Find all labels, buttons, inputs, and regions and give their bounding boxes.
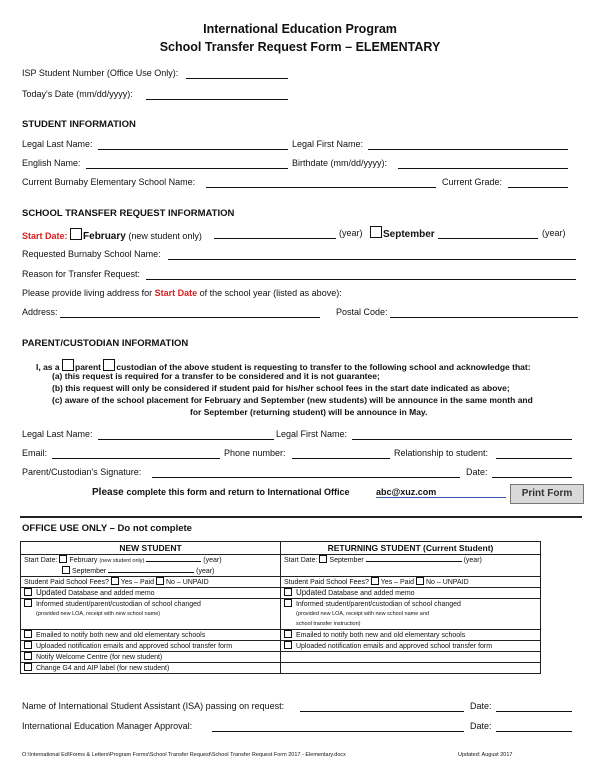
new-informed-cell — [21, 599, 281, 630]
parent-last-name-label: Legal Last Name: — [22, 429, 93, 439]
new-informed-sub: (provided new LOA, receipt with new school name) — [36, 611, 161, 617]
isp-number-field[interactable] — [186, 78, 288, 79]
isa-field[interactable] — [300, 711, 464, 712]
custodian-text: custodian of the above student is requesting to transfer to the following school and acknowledge that: — [116, 362, 531, 372]
office-sep-year-field[interactable] — [108, 572, 194, 573]
ret-informed-sub1: (provided new LOA, receipt with new school name and — [296, 611, 429, 617]
current-school-field[interactable] — [206, 187, 436, 188]
new-start-date-cell — [21, 555, 281, 577]
address-prompt-start-date: Start Date — [154, 288, 198, 298]
ret-no-unpaid-checkbox[interactable] — [416, 577, 424, 585]
ret-yes-paid-checkbox[interactable] — [371, 577, 379, 585]
new-student-only-label: (new student only) — [128, 231, 202, 241]
ret-informed-checkbox[interactable] — [284, 599, 292, 607]
requested-school-field[interactable] — [168, 259, 576, 260]
english-name-field[interactable] — [86, 168, 288, 169]
address-prompt-text: Please provide living address for — [22, 288, 153, 298]
parent-info-heading: PARENT/CUSTODIAN INFORMATION — [22, 338, 189, 349]
new-uploaded-cell — [21, 641, 281, 652]
file-path: O:\International Ed\Forms & Letters\Program Forms\School Transfer Request\School Transfer Request Form 2017 - Elementary.docx — [22, 752, 346, 758]
i-as-a-text: I, as a — [36, 362, 60, 372]
please-text: Please — [92, 487, 124, 498]
relationship-field[interactable] — [496, 458, 572, 459]
office-sep-checkbox[interactable] — [62, 566, 70, 574]
ret-informed-label: Informed student/parent/custodian of school changed — [295, 601, 461, 608]
address-prompt — [22, 288, 342, 298]
signature-label: Parent/Custodian's Signature: — [22, 467, 142, 477]
address-label: Address: — [22, 307, 58, 317]
new-start-label: Start Date: — [24, 557, 58, 564]
postal-code-field[interactable] — [390, 317, 578, 318]
february-year-field[interactable] — [214, 238, 336, 239]
new-no-unpaid-checkbox[interactable] — [156, 577, 164, 585]
email-label: Email: — [22, 448, 48, 458]
email-field[interactable] — [52, 458, 220, 459]
parent-date-field[interactable] — [492, 477, 572, 478]
february-label: February — [83, 231, 126, 242]
new-emailed-cell — [21, 630, 281, 641]
instruction-text: complete this form and return to International Office — [126, 487, 350, 497]
parent-first-name-field[interactable] — [352, 439, 572, 440]
office-use-table — [20, 541, 541, 674]
student-last-name-field[interactable] — [98, 149, 288, 150]
new-updated-cell — [21, 588, 281, 599]
parent-label: parent — [75, 362, 101, 372]
september-year-label: (year) — [542, 228, 566, 238]
parent-date-label: Date: — [466, 467, 488, 477]
postal-code-label: Postal Code: — [336, 307, 388, 317]
student-first-name-label: Legal First Name: — [292, 139, 364, 149]
ret-updated-rest: Database and added memo — [328, 590, 415, 597]
office-feb-label: February — [69, 557, 98, 564]
new-no-unpaid-label: No – UNPAID — [165, 579, 209, 586]
new-welcome-label: Notify Welcome Centre (for new student) — [35, 654, 163, 661]
new-g4-checkbox[interactable] — [24, 663, 32, 671]
new-welcome-checkbox[interactable] — [24, 652, 32, 660]
february-checkbox[interactable] — [70, 228, 82, 240]
new-informed-label: Informed student/parent/custodian of school changed — [35, 601, 201, 608]
new-welcome-cell — [21, 652, 281, 663]
ret-uploaded-checkbox[interactable] — [284, 641, 292, 649]
print-form-button[interactable]: Print Form — [510, 484, 584, 504]
ret-year-label: (year) — [463, 557, 482, 564]
ret-emailed-label: Emailed to notify both new and old elementary schools — [295, 632, 466, 639]
ret-sep-checkbox[interactable] — [319, 555, 327, 563]
form-title: International Education Program — [203, 22, 397, 36]
start-date-label: Start Date: — [22, 231, 68, 241]
ret-updated-checkbox[interactable] — [284, 588, 292, 596]
returning-student-header: RETURNING STUDENT (Current Student) — [281, 542, 541, 555]
office-feb-year-label: (year) — [203, 557, 222, 564]
address-prompt-suffix: of the school year (listed as above): — [199, 288, 342, 298]
ret-updated-label: Updated — [295, 588, 327, 597]
birthdate-label: Birthdate (mm/dd/yyyy): — [292, 158, 388, 168]
new-g4-cell — [21, 663, 281, 674]
office-feb-sub: (new student only) — [99, 558, 145, 564]
new-uploaded-label: Uploaded notification emails and approved school transfer form — [35, 643, 233, 650]
office-feb-year-field[interactable] — [146, 561, 201, 562]
ret-empty-cell-1 — [281, 652, 541, 663]
february-year-label: (year) — [339, 228, 363, 238]
start-date-row — [22, 228, 202, 242]
isa-label: Name of International Student Assistant (ISA) passing on request: — [22, 701, 285, 711]
ret-informed-cell — [281, 599, 541, 630]
new-fees-cell — [21, 577, 281, 588]
office-email[interactable]: abc@xuz.com — [376, 487, 506, 498]
acknowledgement-a: (a) this request is required for a transfer to be considered and it is not guarantee; — [52, 371, 380, 381]
new-g4-label: Change G4 and AIP label (for new student) — [35, 665, 170, 672]
ret-fees-cell — [281, 577, 541, 588]
todays-date-field[interactable] — [146, 99, 288, 100]
acknowledgement-c1: (c) aware of the school placement for February and September (new students) will be announce in the same month and — [52, 395, 533, 405]
manager-date-label: Date: — [470, 721, 492, 731]
ret-empty-cell-2 — [281, 663, 541, 674]
ret-uploaded-label: Uploaded notification emails and approved school transfer form — [295, 643, 493, 650]
new-updated-rest: Database and added memo — [68, 590, 155, 597]
isa-date-field[interactable] — [496, 711, 572, 712]
birthdate-field[interactable] — [398, 168, 568, 169]
office-use-heading: OFFICE USE ONLY – Do not complete — [22, 523, 192, 534]
september-label: September — [383, 229, 435, 240]
current-grade-label: Current Grade: — [442, 177, 503, 187]
new-student-header: NEW STUDENT — [21, 542, 281, 555]
todays-date-label: Today's Date (mm/dd/yyyy): — [22, 89, 133, 99]
office-sep-label: September — [71, 568, 107, 575]
form-subtitle: School Transfer Request Form – ELEMENTARY — [159, 40, 441, 54]
english-name-label: English Name: — [22, 158, 81, 168]
parent-checkbox[interactable] — [62, 359, 74, 371]
manager-label: International Education Manager Approval: — [22, 721, 193, 731]
manager-date-field[interactable] — [496, 731, 572, 732]
signature-field[interactable] — [152, 477, 460, 478]
new-yes-paid-label: Yes – Paid — [120, 579, 155, 586]
student-last-name-label: Legal Last Name: — [22, 139, 93, 149]
submit-instruction — [92, 487, 350, 498]
ret-emailed-checkbox[interactable] — [284, 630, 292, 638]
ret-start-label: Start Date: — [284, 557, 318, 564]
new-uploaded-checkbox[interactable] — [24, 641, 32, 649]
acknowledgement-b: (b) this request will only be considered if student paid for his/her school fees in the start date indicated as above; — [52, 383, 510, 393]
ret-emailed-cell — [281, 630, 541, 641]
parent-last-name-field[interactable] — [98, 439, 274, 440]
new-updated-label: Updated — [35, 588, 67, 597]
new-emailed-checkbox[interactable] — [24, 630, 32, 638]
custodian-checkbox[interactable] — [103, 359, 115, 371]
student-info-heading: STUDENT INFORMATION — [22, 119, 136, 130]
ret-informed-sub2: school transfer instruction) — [296, 621, 361, 627]
relationship-label: Relationship to student: — [394, 448, 489, 458]
phone-field[interactable] — [292, 458, 390, 459]
transfer-info-heading: SCHOOL TRANSFER REQUEST INFORMATION — [22, 208, 235, 219]
ret-fees-label: Student Paid School Fees? — [284, 579, 369, 586]
new-informed-checkbox[interactable] — [24, 599, 32, 607]
phone-label: Phone number: — [224, 448, 286, 458]
ret-sep-label: September — [329, 557, 364, 564]
requested-school-label: Requested Burnaby School Name: — [22, 249, 161, 259]
ret-updated-cell — [281, 588, 541, 599]
ret-uploaded-cell — [281, 641, 541, 652]
ret-no-unpaid-label: No – UNPAID — [425, 579, 469, 586]
isp-number-label: ISP Student Number (Office Use Only): — [22, 68, 179, 78]
office-feb-checkbox[interactable] — [59, 555, 67, 563]
ret-sep-year-field[interactable] — [366, 561, 462, 562]
new-updated-checkbox[interactable] — [24, 588, 32, 596]
reason-field[interactable] — [146, 279, 576, 280]
updated-date: Updated: August 2017 — [458, 752, 513, 758]
reason-label: Reason for Transfer Request: — [22, 269, 141, 279]
september-option — [370, 226, 435, 240]
ret-yes-paid-label: Yes – Paid — [380, 579, 415, 586]
new-fees-label: Student Paid School Fees? — [24, 579, 109, 586]
new-emailed-label: Emailed to notify both new and old elementary schools — [35, 632, 206, 639]
september-year-field[interactable] — [438, 238, 538, 239]
section-divider — [20, 516, 582, 518]
returning-start-date-cell — [281, 555, 541, 577]
student-first-name-field[interactable] — [368, 149, 568, 150]
office-sep-year-label: (year) — [196, 568, 215, 575]
address-field[interactable] — [60, 317, 320, 318]
parent-first-name-label: Legal First Name: — [276, 429, 348, 439]
manager-field[interactable] — [212, 731, 464, 732]
september-checkbox[interactable] — [370, 226, 382, 238]
isa-date-label: Date: — [470, 701, 492, 711]
current-grade-field[interactable] — [508, 187, 568, 188]
new-yes-paid-checkbox[interactable] — [111, 577, 119, 585]
acknowledgement-c2: for September (returning student) will be announce in May. — [190, 407, 428, 417]
current-school-label: Current Burnaby Elementary School Name: — [22, 177, 196, 187]
